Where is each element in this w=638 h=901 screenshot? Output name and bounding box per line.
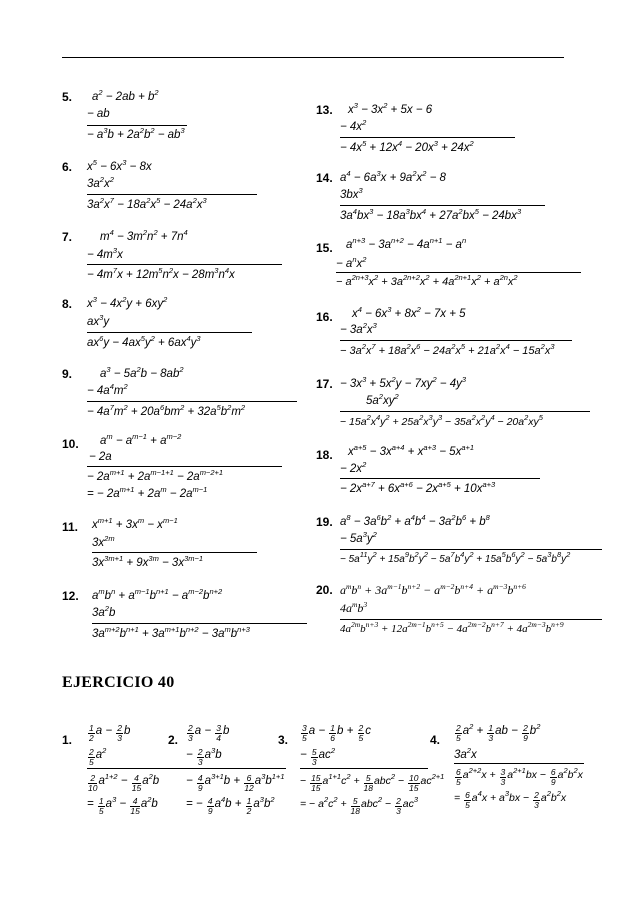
multiplicand: $\frac{2}{5}$ $a^2$ + $\frac{1}{3}$ ab − $\frac{2}{9}$ $b^2$ — [456, 722, 541, 743]
multiplication-rule — [87, 401, 297, 402]
multiplicand: $x^3 - 3x^2 + 5x - 6$ — [348, 101, 433, 116]
product-simplified: = $\frac{1}{5}$ $a^3$ − $\frac{4}{15}$ $a^2b$ — [87, 795, 158, 816]
top-rule — [62, 57, 564, 58]
problem-number: 13. — [316, 103, 333, 117]
multiplicand: $x^{m+1} + 3x^m - x^{m-1}$ — [92, 516, 178, 531]
problem-number: 20. — [316, 583, 333, 597]
multiplication-rule — [87, 768, 192, 769]
multiplier: $ax^3y$ — [87, 313, 110, 328]
multiplicand: $x^3 - 4x^2y + 6xy^2$ — [87, 295, 168, 310]
multiplication-rule — [340, 478, 540, 479]
product: $3a^{m+2}b^{n+1} + 3a^{m+1}b^{n+2} - 3a^mb^{n+3}$ — [92, 625, 250, 640]
product: − $15a^2x^4y^2 + 25a^2x^3y^3 - 35a^2x^2y^4 - 20a^2xy^5$ — [340, 413, 543, 428]
product: − $4m^7x + 12m^5n^2x - 28m^3n^4x$ — [87, 266, 235, 281]
product: − $\frac{4}{9}$ $a^{3+1}b$ + $\frac{6}{12}$ $a^3b^{1+1}$ — [186, 772, 285, 793]
multiplicand: $a^4 - 6a^3x + 9a^2x^2 - 8$ — [340, 169, 446, 184]
product: − $2a^{m+1} + 2a^{m-1+1} - 2a^{m-2+1}$ — [87, 468, 224, 483]
multiplication-rule — [87, 466, 282, 467]
multiplicand: $a^2 - 2ab + b^2$ — [92, 88, 159, 103]
multiplier: − $a^nx^2$ — [336, 255, 367, 270]
multiplier: − $2x^2$ — [340, 460, 367, 475]
product: − $2x^{a+7} + 6x^{a+6} - 2x^{a+5} + 10x^{a+3}$ — [340, 480, 496, 495]
multiplier: $3x^{2m}$ — [92, 534, 115, 549]
multiplicand: $x^{a+5} - 3x^{a+4} + x^{a+3} - 5x^{a+1}$ — [348, 443, 475, 458]
multiplicand: $\frac{2}{3}$ a − $\frac{3}{4}$ b — [188, 723, 230, 743]
problem-number: 1. — [62, 733, 73, 747]
multiplication-rule — [87, 194, 257, 195]
multiplier: − ab — [87, 108, 110, 120]
problem-number: 10. — [62, 437, 79, 451]
product-simplified: = − $\frac{4}{9}$ $a^4b$ + $\frac{1}{2}$ $a^3b^2$ — [186, 795, 275, 816]
multiplier: $3bx^3$ — [340, 186, 363, 201]
multiplier: $3a^2x^2$ — [87, 175, 114, 190]
multiplicand: $\frac{3}{5}$ a − $\frac{1}{6}$ b + $\frac{2}{5}$ c — [302, 723, 371, 743]
multiplication-rule — [300, 768, 428, 769]
problem-number: 18. — [316, 448, 333, 462]
multiplicand: $a^m - a^{m-1} + a^{m-2}$ — [100, 432, 182, 447]
multiplication-rule — [87, 332, 252, 333]
multiplication-rule — [454, 763, 584, 764]
multiplication-rule — [340, 137, 515, 138]
multiplication-rule — [92, 552, 257, 553]
problem-number: 16. — [316, 310, 333, 324]
problem-number: 7. — [62, 230, 73, 244]
multiplier: − $4a^4m^2$ — [87, 382, 128, 397]
multiplication-rule — [186, 768, 286, 769]
product-simplified: = − $a^2c^2$ + $\frac{5}{18}$ abc$^2$ − $\frac{2}{3}$ $ac^3$ — [300, 795, 419, 816]
product: − $3a^2x^7 + 18a^2x^6 - 24a^2x^5 + 21a^2x^4 - 15a^2x^3$ — [340, 342, 555, 357]
product: $4a^{2m}b^{n+3} + 12a^{2m-1}b^{n+5} - 4a^{2m-2}b^{n+7} + 4a^{2m-3}b^{n+9}$ — [340, 620, 564, 635]
multiplier: − $4x^2$ — [340, 118, 367, 133]
multiplier: $3a^2b$ — [92, 604, 116, 619]
multiplication-rule — [92, 623, 307, 624]
problem-number: 8. — [62, 297, 73, 311]
multiplier: $5a^2xy^2$ — [366, 392, 399, 407]
multiplier: $3a^2x$ — [454, 746, 477, 761]
multiplicand: $x^4 - 6x^3 + 8x^2 - 7x + 5$ — [352, 305, 466, 320]
product: − $5a^{11}y^2 + 15a^9b^2y^2 - 5a^7b^4y^2 + 15a^5b^6y^2 - 5a^3b^8y^2$ — [340, 550, 571, 565]
product: − $a^{2n+3}x^2 + 3a^{2n+2}x^2 + 4a^{2n+1}x^2 + a^{2n}x^2$ — [336, 273, 518, 288]
product: $ax^6y - 4ax^5y^2 + 6ax^4y^3$ — [87, 334, 201, 349]
problem-number: 4. — [430, 733, 441, 747]
multiplier: $\frac{2}{5}$ $a^2$ — [89, 746, 107, 767]
multiplication-rule — [340, 205, 545, 206]
multiplier: − 2a — [89, 451, 112, 463]
problem-number: 15. — [316, 241, 333, 255]
multiplicand: $a^3 - 5a^2b - 8ab^2$ — [100, 365, 184, 380]
product: $\frac{6}{5}$ $a^{2+2}x$ + $\frac{3}{3}$ $a^{2+1}bx$ − $\frac{6}{9}$ $a^2b^2x$ — [456, 766, 583, 787]
multiplication-rule — [340, 411, 590, 412]
multiplicand: $x^5 - 6x^3 - 8x$ — [87, 158, 152, 173]
multiplicand: $\frac{1}{2}$ a − $\frac{2}{3}$ b — [89, 723, 131, 743]
section-title: EJERCICIO 40 — [62, 674, 175, 691]
problem-number: 17. — [316, 377, 333, 391]
multiplicand: $a^mb^n + 3a^{m-1}b^{n+2} - a^{m-2}b^{n+4} + a^{m-3}b^{n+6}$ — [340, 582, 526, 597]
product: $3x^{3m+1} + 9x^{3m} - 3x^{3m-1}$ — [92, 554, 204, 569]
product: − $4x^5 + 12x^4 - 20x^3 + 24x^2$ — [340, 139, 474, 154]
problem-number: 14. — [316, 171, 333, 185]
product: $3a^4bx^3 - 18a^3bx^4 + 27a^2bx^5 - 24bx^3$ — [340, 207, 522, 222]
problem-number: 3. — [278, 733, 289, 747]
multiplier: − $\frac{5}{3}$ $ac^2$ — [300, 746, 335, 767]
problem-number: 6. — [62, 160, 73, 174]
multiplier: − $5a^3y^2$ — [340, 530, 377, 545]
multiplier: − $3a^2x^3$ — [340, 321, 377, 336]
multiplication-rule — [87, 264, 282, 265]
problem-number: 11. — [62, 520, 79, 534]
multiplication-rule — [87, 125, 187, 126]
problem-number: 2. — [168, 733, 179, 747]
multiplicand: $a^mb^n + a^{m-1}b^{n+1} - a^{m-2}b^{n+2}$ — [92, 587, 223, 602]
problem-number: 5. — [62, 90, 73, 104]
multiplicand: − $3x^3 + 5x^2y - 7xy^2 - 4y^3$ — [340, 375, 467, 390]
product: $\frac{2}{10}$ $a^{1+2}$ − $\frac{4}{15}$ $a^2b$ — [88, 772, 160, 793]
problem-number: 19. — [316, 515, 333, 529]
problem-number: 12. — [62, 589, 79, 603]
multiplication-rule — [340, 340, 572, 341]
problem-number: 9. — [62, 367, 73, 381]
multiplicand: $m^4 - 3m^2n^2 + 7n^4$ — [100, 228, 188, 243]
product-simplified: = − $2a^{m+1} + 2a^m - 2a^{m-1}$ — [87, 485, 208, 500]
multiplicand: $a^8 - 3a^6b^2 + a^4b^4 - 3a^2b^6 + b^8$ — [340, 513, 490, 528]
multiplier: − $\frac{2}{3}$ $a^3b$ — [186, 746, 222, 767]
multiplier: $4a^mb^3$ — [340, 600, 368, 615]
multiplicand: $a^{n+3} - 3a^{n+2} - 4a^{n+1} - a^n$ — [346, 236, 467, 251]
product: − $a^3b + 2a^2b^2 - ab^3$ — [87, 126, 185, 141]
product: $3a^2x^7 - 18a^2x^5 - 24a^2x^3$ — [87, 196, 207, 211]
multiplier: − $4m^3x$ — [87, 246, 123, 261]
product: − $\frac{15}{15}$ $a^{1+1}c^2$ + $\frac{5}{18}$ abc$^2$ − $\frac{10}{15}$ $ac^{2+1}$ — [300, 772, 445, 793]
product-simplified: = $\frac{6}{5}$ $a^4x + a^3bx$ − $\frac{2}{3}$ $a^2b^2x$ — [454, 789, 567, 810]
product: − $4a^7m^2 + 20a^6bm^2 + 32a^5b^2m^2$ — [87, 403, 246, 418]
